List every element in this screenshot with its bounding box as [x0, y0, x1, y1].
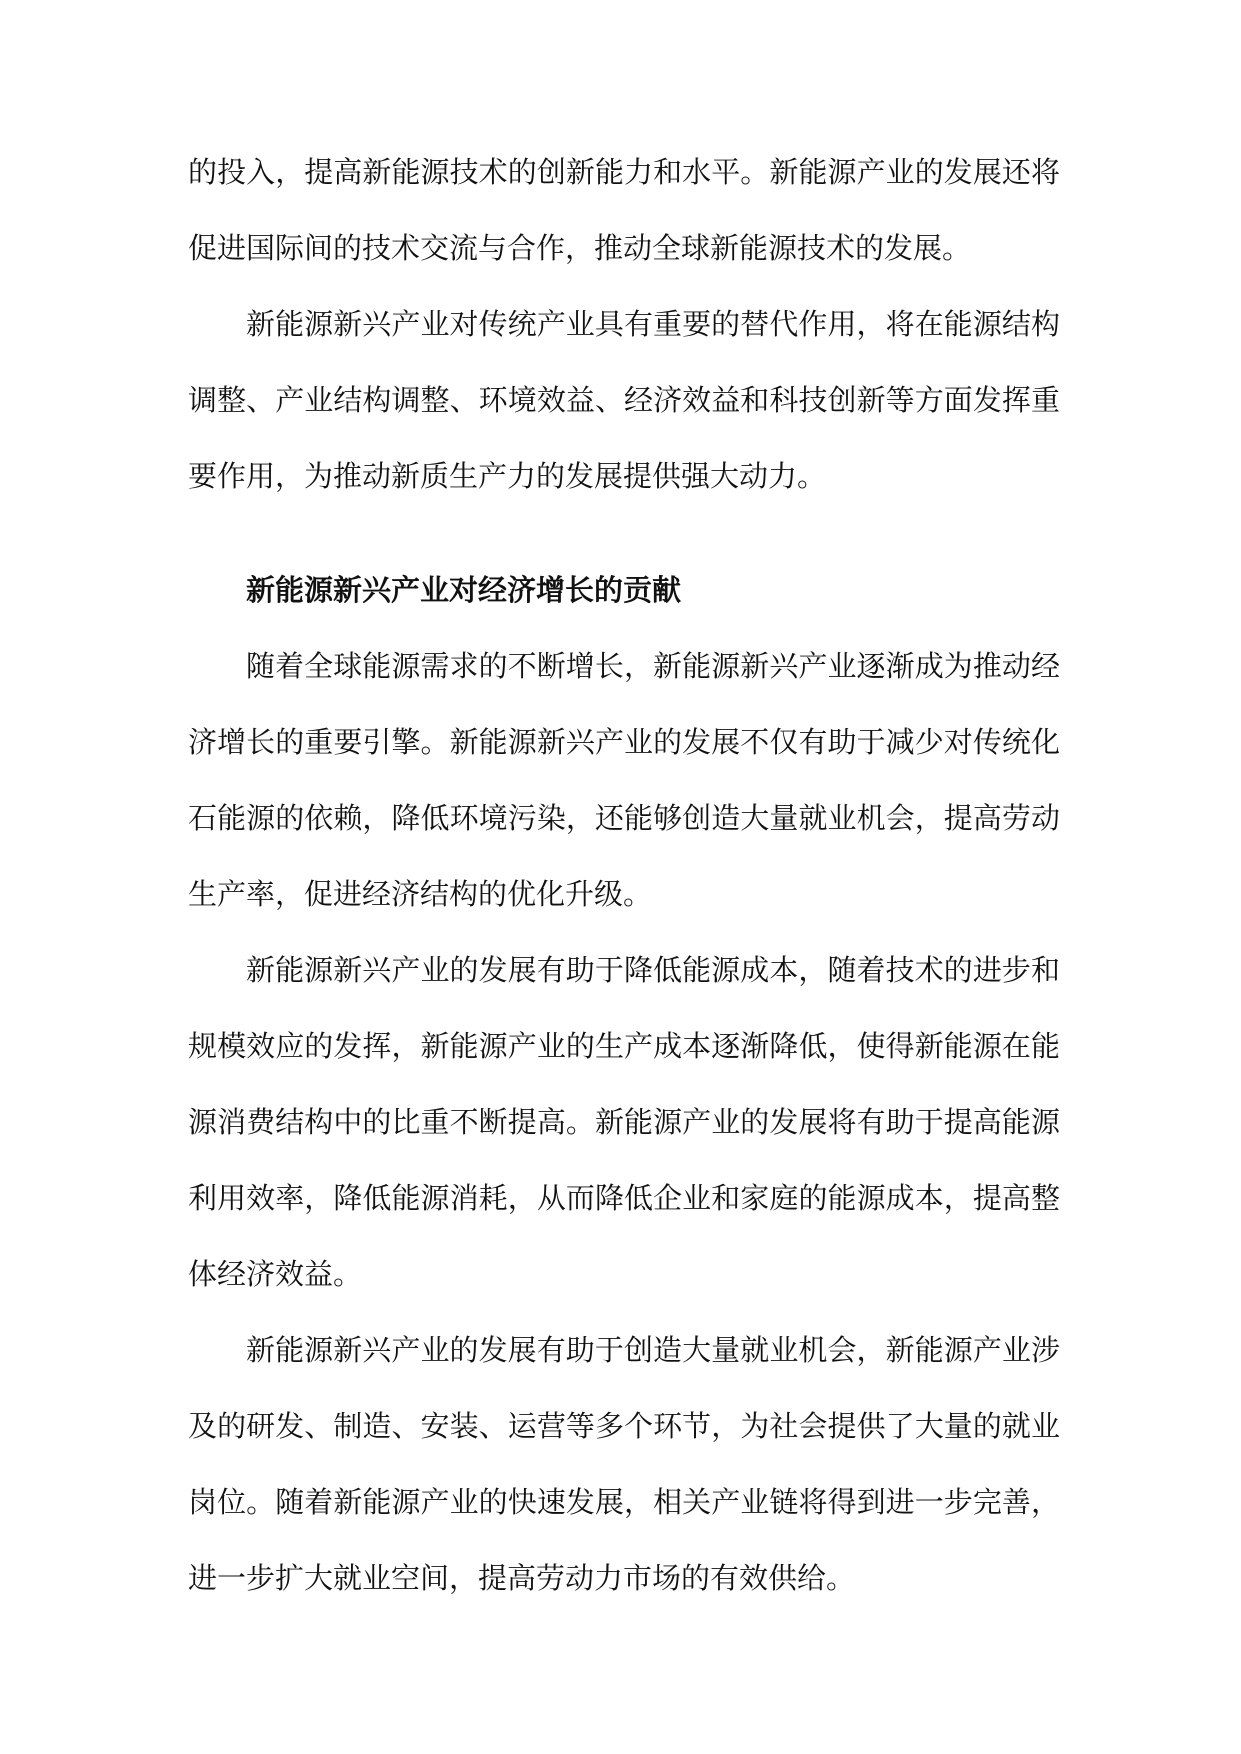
paragraph-employment: 新能源新兴产业的发展有助于创造大量就业机会，新能源产业涉及的研发、制造、安装、运营等多个环节，为社会提供了大量的就业岗位。随着新能源产业的快速发展，相关产业链将得到进一步完善，进一步扩大就业空间，提高劳动力市场的有效供给。	[188, 1333, 1060, 1595]
paragraph-continuation: 的投入，提高新能源技术的创新能力和水平。新能源产业的发展还将促进国际间的技术交流与合作，推动全球新能源技术的发展。	[188, 155, 1060, 265]
section-heading: 新能源新兴产业对经济增长的贡献	[246, 573, 682, 607]
paragraph-energy-cost: 新能源新兴产业的发展有助于降低能源成本，随着技术的进步和规模效应的发挥，新能源产业的生产成本逐渐降低，使得新能源在能源消费结构中的比重不断提高。新能源产业的发展将有助于提高能源利用效率，降低能源消耗，从而降低企业和家庭的能源成本，提高整体经济效益。	[188, 953, 1060, 1291]
paragraph-substitution-role: 新能源新兴产业对传统产业具有重要的替代作用，将在能源结构调整、产业结构调整、环境效益、经济效益和科技创新等方面发挥重要作用，为推动新质生产力的发展提供强大动力。	[188, 307, 1060, 493]
paragraph-growth-engine: 随着全球能源需求的不断增长，新能源新兴产业逐渐成为推动经济增长的重要引擎。新能源新兴产业的发展不仅有助于减少对传统化石能源的依赖，降低环境污染，还能够创造大量就业机会，提高劳动生产率，促进经济结构的优化升级。	[188, 649, 1060, 911]
document-body	[188, 134, 1060, 1616]
